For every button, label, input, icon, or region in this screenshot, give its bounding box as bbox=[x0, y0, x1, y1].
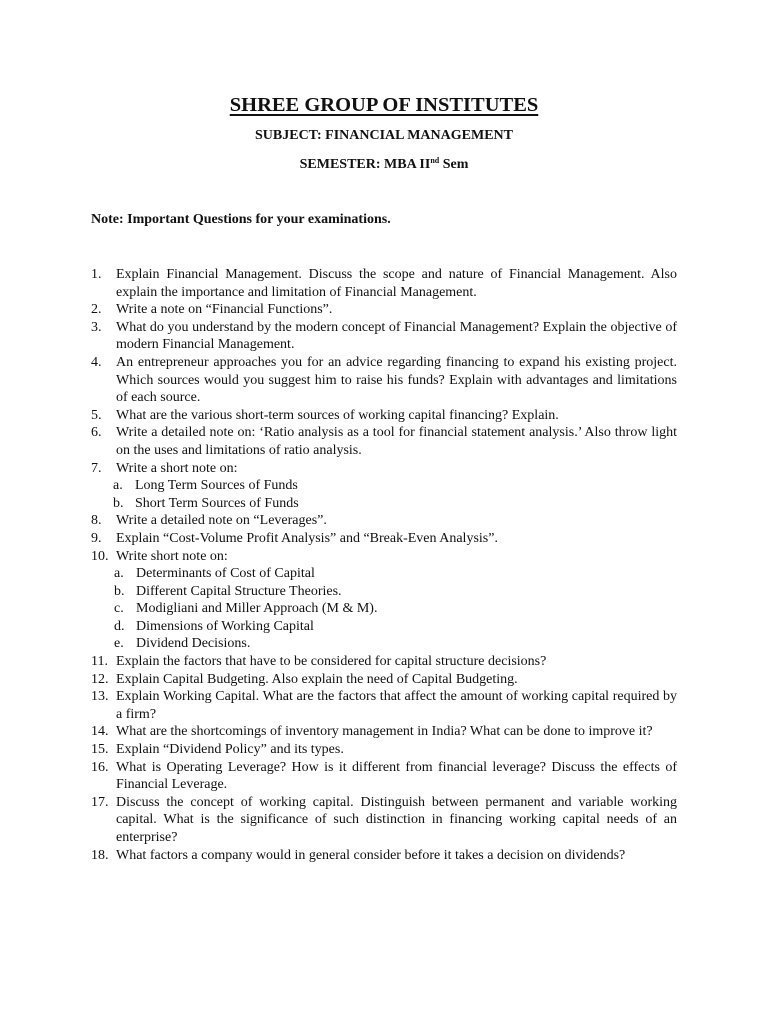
sub-item-text: Dimensions of Working Capital bbox=[136, 618, 314, 634]
question-text: An entrepreneur approaches you for an advice regarding financing to expand his existing project. Which sources would you suggest him to raise his funds? Explain with advantages and limitations of each source. bbox=[116, 354, 677, 406]
question-item bbox=[91, 354, 677, 407]
question-number: 15. bbox=[91, 742, 109, 758]
subject-line: SUBJECT: FINANCIAL MANAGEMENT bbox=[255, 128, 513, 143]
question-item bbox=[91, 301, 677, 319]
question-list bbox=[91, 266, 677, 864]
question-text: Explain “Cost-Volume Profit Analysis” and “Break-Even Analysis”. bbox=[116, 530, 498, 546]
question-number: 8. bbox=[91, 513, 102, 529]
question-text: What factors a company would in general consider before it takes a decision on dividends? bbox=[116, 847, 626, 863]
question-text: Explain Financial Management. Discuss the scope and nature of Financial Management. Also explain the importance and limitation of Financial Management. bbox=[116, 267, 677, 300]
question-item bbox=[91, 266, 677, 301]
sub-item bbox=[91, 583, 677, 601]
question-number: 9. bbox=[91, 530, 102, 546]
question-number: 2. bbox=[91, 302, 102, 318]
note-line: Note: Important Questions for your examinations. bbox=[91, 212, 391, 227]
question-number: 11. bbox=[91, 654, 108, 670]
sub-item bbox=[91, 565, 677, 583]
question-item bbox=[91, 723, 677, 741]
question-text: What are the shortcomings of inventory management in India? What can be done to improve it? bbox=[116, 724, 653, 740]
sub-item-letter: b. bbox=[114, 583, 125, 599]
question-number: 18. bbox=[91, 847, 109, 863]
question-text: What do you understand by the modern concept of Financial Management? Explain the objective of modern Financial Management. bbox=[116, 319, 677, 353]
sub-item-letter: a. bbox=[113, 478, 123, 494]
sub-item-text: Determinants of Cost of Capital bbox=[136, 566, 315, 582]
question-number: 1. bbox=[91, 267, 102, 282]
question-item bbox=[91, 653, 677, 671]
sub-item-letter: b. bbox=[113, 495, 124, 511]
sub-item bbox=[91, 600, 677, 618]
semester-line bbox=[0, 156, 768, 173]
question-text: Explain Working Capital. What are the factors that affect the amount of working capital required by a firm? bbox=[116, 689, 677, 722]
question-text: Write a short note on: bbox=[116, 460, 238, 476]
question-item bbox=[91, 512, 677, 530]
sub-item bbox=[91, 618, 677, 636]
question-item bbox=[91, 407, 677, 425]
sub-item bbox=[91, 477, 677, 495]
question-text: Write a detailed note on “Leverages”. bbox=[116, 513, 327, 529]
question-item bbox=[91, 847, 677, 865]
question-number: 12. bbox=[91, 671, 109, 687]
sub-item-text: Different Capital Structure Theories. bbox=[136, 583, 342, 599]
question-item bbox=[91, 671, 677, 689]
question-number: 5. bbox=[91, 407, 102, 423]
question-number: 14. bbox=[91, 724, 109, 740]
question-item bbox=[91, 424, 677, 459]
question-text: What are the various short-term sources of working capital financing? Explain. bbox=[116, 407, 559, 423]
question-text: Explain Capital Budgeting. Also explain the need of Capital Budgeting. bbox=[116, 671, 518, 687]
question-item bbox=[91, 688, 677, 723]
question-item bbox=[91, 548, 677, 566]
sub-item-text: Short Term Sources of Funds bbox=[135, 495, 299, 511]
sub-item-text: Modigliani and Miller Approach (M & M). bbox=[136, 601, 378, 617]
question-item bbox=[91, 794, 677, 847]
sub-item bbox=[91, 635, 677, 653]
sub-item-text: Dividend Decisions. bbox=[136, 636, 251, 652]
question-number: 10. bbox=[91, 548, 109, 564]
question-item bbox=[91, 759, 677, 794]
question-text: Write short note on: bbox=[116, 548, 228, 564]
sub-item-letter: c. bbox=[114, 601, 124, 617]
question-number: 4. bbox=[91, 354, 102, 370]
question-text: Discuss the concept of working capital. Distinguish between permanent and variable working capital. What is the significance of such distinction in financing working capital needs of an enterprise? bbox=[116, 794, 677, 845]
question-text: Explain the factors that have to be considered for capital structure decisions? bbox=[116, 654, 547, 670]
question-item bbox=[91, 319, 677, 354]
sub-item-letter: d. bbox=[114, 618, 125, 634]
question-number: 16. bbox=[91, 759, 109, 775]
question-text: What is Operating Leverage? How is it different from financial leverage? Discuss the effects of Financial Leverage. bbox=[116, 759, 677, 793]
sub-item-letter: e. bbox=[114, 636, 124, 652]
question-number: 13. bbox=[91, 689, 109, 705]
question-number: 17. bbox=[91, 794, 109, 810]
question-text: Explain “Dividend Policy” and its types. bbox=[116, 742, 344, 758]
sub-item-letter: a. bbox=[114, 566, 124, 582]
question-text: Write a detailed note on: ‘Ratio analysis as a tool for financial statement analysis.’ Also throw light on the uses and limitations of ratio analysis. bbox=[116, 425, 677, 458]
question-item bbox=[91, 460, 677, 478]
question-number: 7. bbox=[91, 460, 102, 476]
semester-prefix: SEMESTER: MBA II bbox=[299, 157, 431, 172]
question-item bbox=[91, 530, 677, 548]
question-number: 6. bbox=[91, 425, 102, 441]
semester-superscript: nd bbox=[430, 156, 440, 165]
sub-item bbox=[91, 495, 677, 513]
document-title: SHREE GROUP OF INSTITUTES bbox=[229, 94, 539, 116]
sub-item-text: Long Term Sources of Funds bbox=[135, 478, 298, 494]
question-text: Write a note on “Financial Functions”. bbox=[116, 302, 333, 318]
semester-suffix: Sem bbox=[439, 157, 469, 172]
question-item bbox=[91, 741, 677, 759]
question-number: 3. bbox=[91, 319, 102, 335]
